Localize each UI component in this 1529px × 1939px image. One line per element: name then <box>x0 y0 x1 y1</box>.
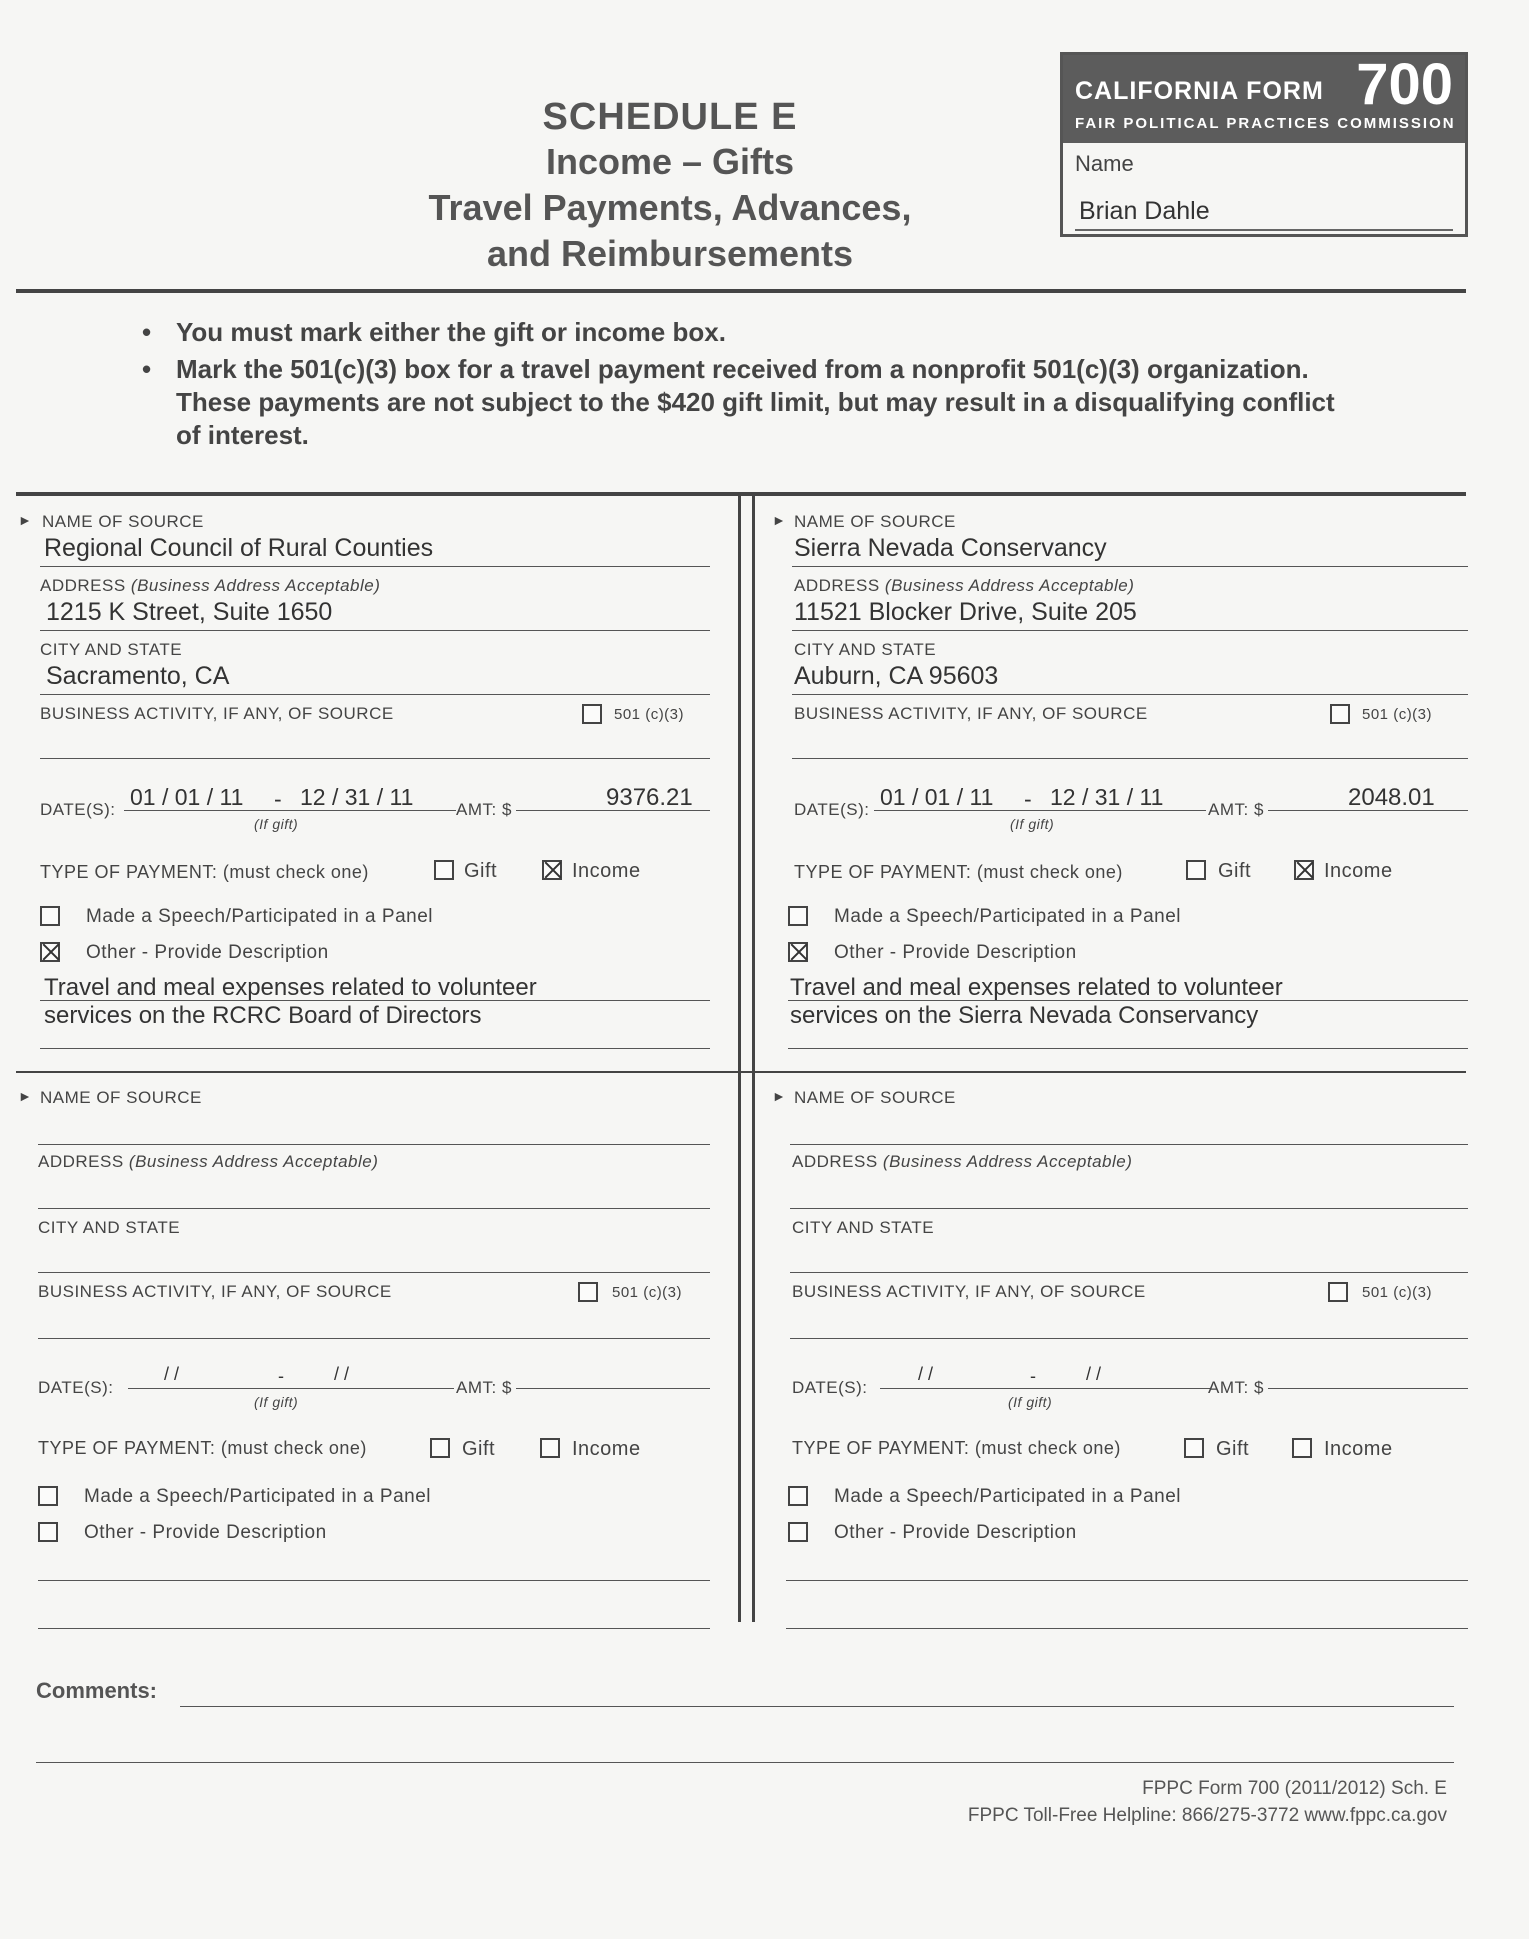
c3-label: 501 (c)(3) <box>1362 1284 1433 1301</box>
pointer-icon: ► <box>18 512 32 528</box>
field-underline <box>38 1580 710 1581</box>
instructions <box>140 316 1360 456</box>
date-from-field[interactable]: / / <box>918 1364 934 1384</box>
address-field[interactable]: 1215 K Street, Suite 1650 <box>46 598 333 626</box>
city-state-field[interactable]: Sacramento, CA <box>46 662 230 690</box>
date-from-field[interactable]: 01 / 01 / 11 <box>880 784 994 810</box>
other-label: Other - Provide Description <box>834 942 1077 963</box>
other-label: Other - Provide Description <box>834 1522 1077 1543</box>
speech-checkbox[interactable] <box>40 906 60 926</box>
income-label: Income <box>1324 1438 1393 1460</box>
date-to-field[interactable]: 12 / 31 / 11 <box>300 784 414 810</box>
helpline-info: FPPC Toll-Free Helpline: 866/275-3772 www.fppc.ca.gov <box>967 1805 1447 1826</box>
payment-type-label: TYPE OF PAYMENT: (must check one) <box>794 862 1123 882</box>
dates-label: DATE(S): <box>792 1378 868 1397</box>
address-field[interactable]: 11521 Blocker Drive, Suite 205 <box>794 598 1137 626</box>
field-underline <box>790 1338 1468 1339</box>
field-underline <box>788 1048 1468 1049</box>
field-underline <box>790 1272 1468 1273</box>
date-to-field[interactable]: / / <box>1086 1364 1102 1384</box>
business-activity-label: BUSINESS ACTIVITY, IF ANY, OF SOURCE <box>792 1282 1146 1301</box>
if-gift-note: (If gift) <box>254 1394 299 1410</box>
income-label: Income <box>572 860 641 882</box>
other-checkbox[interactable] <box>40 942 60 962</box>
commission-name: FAIR POLITICAL PRACTICES COMMISSION <box>1075 115 1456 132</box>
form-footer <box>968 1775 1447 1829</box>
header-divider <box>16 289 1466 293</box>
city-state-label: CITY AND STATE <box>38 1218 181 1237</box>
form-version: FPPC Form 700 (2011/2012) Sch. E <box>1142 1778 1447 1799</box>
gift-checkbox[interactable] <box>1186 860 1206 880</box>
city-state-field[interactable]: Auburn, CA 95603 <box>794 662 999 690</box>
payment-type-label: TYPE OF PAYMENT: (must check one) <box>38 1438 367 1458</box>
field-underline <box>792 566 1468 567</box>
date-underline <box>874 810 1206 811</box>
c3-label: 501 (c)(3) <box>1362 706 1433 723</box>
speech-checkbox[interactable] <box>788 906 808 926</box>
name-of-source-label: NAME OF SOURCE <box>40 1088 202 1107</box>
amount-field[interactable]: 9376.21 <box>606 784 693 811</box>
date-underline <box>128 1388 454 1389</box>
income-checkbox[interactable] <box>1294 860 1314 880</box>
field-underline <box>40 1000 710 1001</box>
comments-label: Comments: <box>36 1678 158 1703</box>
date-to-field[interactable]: 12 / 31 / 11 <box>1050 784 1164 810</box>
gift-checkbox[interactable] <box>434 860 454 880</box>
form-number: 700 <box>1356 52 1453 117</box>
schedule-heading: SCHEDULE E <box>542 96 798 138</box>
date-to-field[interactable]: / / <box>334 1364 350 1384</box>
address-label: ADDRESS (Business Address Acceptable) <box>794 576 1135 595</box>
if-gift-note: (If gift) <box>1010 816 1055 832</box>
address-label: ADDRESS (Business Address Acceptable) <box>38 1152 379 1171</box>
business-activity-label: BUSINESS ACTIVITY, IF ANY, OF SOURCE <box>38 1282 392 1301</box>
speech-label: Made a Speech/Participated in a Panel <box>84 1486 431 1507</box>
name-of-source-label: NAME OF SOURCE <box>794 512 956 531</box>
field-underline <box>792 630 1468 631</box>
c3-checkbox[interactable] <box>582 704 602 724</box>
c3-label: 501 (c)(3) <box>614 706 685 723</box>
amount-label: AMT: $ <box>456 800 512 819</box>
source-name-field[interactable]: Regional Council of Rural Counties <box>44 534 434 562</box>
filer-name-label: Name <box>1075 151 1134 176</box>
source-entry-2: ► NAME OF SOURCE Sierra Nevada Conservancy ADDRESS (Business Address Acceptable) 11521 Blocker Drive, Suite 205 CITY AND STATE Auburn, CA 95603 BUSINESS ACTIVITY, IF ANY, OF SOURCE 501 (c)(3) DATE(S): 01 / 01 / 11 - 12 / 31 / 11 (If gift) AMT: $ 2048.01 TYPE OF PAYMENT: (must check one) Gift Income Made a Speech/Participated in a Panel Other - Provide Description Travel and meal expenses related to volunteer services on the Sierra Nevada Conservancy <box>772 492 1492 1062</box>
city-state-label: CITY AND STATE <box>40 640 183 659</box>
schedule-title <box>350 96 990 275</box>
field-underline <box>40 758 710 759</box>
field-underline <box>788 1000 1468 1001</box>
pointer-icon: ► <box>772 512 786 528</box>
source-entry-1: ► NAME OF SOURCE Regional Council of Rural Counties ADDRESS (Business Address Acceptable) 1215 K Street, Suite 1650 CITY AND STATE Sacramento, CA BUSINESS ACTIVITY, IF ANY, OF SOURCE 501 (c)(3) DATE(S): 01 / 01 / 11 - 12 / 31 / 11 (If gift) AMT: $ 9376.21 TYPE OF PAYMENT: (must check one) Gift Income Made a Speech/Participated in a Panel Other - Provide Description Travel and meal expenses related to volunteer services on the RCRC Board of Directors <box>16 492 736 1062</box>
amount-underline <box>1268 810 1468 811</box>
amount-label: AMT: $ <box>1208 800 1264 819</box>
gift-label: Gift <box>1218 860 1252 882</box>
field-underline <box>40 1048 710 1049</box>
column-divider <box>752 492 755 1622</box>
field-underline <box>792 694 1468 695</box>
income-label: Income <box>572 1438 641 1460</box>
date-underline <box>124 810 456 811</box>
schedule-subtitle-3: and Reimbursements <box>486 233 854 274</box>
amount-underline <box>516 1388 710 1389</box>
c3-checkbox[interactable] <box>1328 1282 1348 1302</box>
if-gift-note: (If gift) <box>254 816 299 832</box>
speech-label: Made a Speech/Participated in a Panel <box>834 1486 1181 1507</box>
field-underline <box>38 1208 710 1209</box>
amount-label: AMT: $ <box>1208 1378 1264 1397</box>
name-of-source-label: NAME OF SOURCE <box>794 1088 956 1107</box>
dates-label: DATE(S): <box>38 1378 114 1397</box>
gift-label: Gift <box>1216 1438 1250 1460</box>
schedule-subtitle-2: Travel Payments, Advances, <box>428 187 912 228</box>
form-id-box <box>1060 52 1468 237</box>
address-label: ADDRESS (Business Address Acceptable) <box>40 576 381 595</box>
c3-checkbox[interactable] <box>578 1282 598 1302</box>
field-underline <box>38 1628 710 1629</box>
income-label: Income <box>1324 860 1393 882</box>
field-underline <box>38 1338 710 1339</box>
other-checkbox[interactable] <box>788 1522 808 1542</box>
date-underline <box>880 1388 1210 1389</box>
c3-label: 501 (c)(3) <box>612 1284 683 1301</box>
other-checkbox[interactable] <box>788 942 808 962</box>
filer-name-field[interactable]: Brian Dahle <box>1079 197 1210 225</box>
description-line-2[interactable]: services on the RCRC Board of Directors <box>44 1002 482 1029</box>
dates-label: DATE(S): <box>40 800 116 819</box>
if-gift-note: (If gift) <box>1008 1394 1053 1410</box>
other-label: Other - Provide Description <box>84 1522 327 1543</box>
field-underline <box>38 1144 710 1145</box>
instruction-item: • You must mark either the gift or income box. <box>140 316 1360 349</box>
source-entry-4: ► NAME OF SOURCE ADDRESS (Business Address Acceptable) CITY AND STATE BUSINESS ACTIVITY, IF ANY, OF SOURCE 501 (c)(3) DATE(S): / / - / / (If gift) AMT: $ TYPE OF PAYMENT: (must check one) Gift Income Made a Speech/Participated in a Panel Other - Provide Description <box>772 1072 1492 1642</box>
speech-checkbox[interactable] <box>38 1486 58 1506</box>
description-line-1[interactable]: Travel and meal expenses related to volunteer <box>44 974 537 1001</box>
other-checkbox[interactable] <box>38 1522 58 1542</box>
business-activity-label: BUSINESS ACTIVITY, IF ANY, OF SOURCE <box>40 704 394 723</box>
payment-type-label: TYPE OF PAYMENT: (must check one) <box>40 862 369 882</box>
date-from-field[interactable]: 01 / 01 / 11 <box>130 784 244 810</box>
field-underline <box>786 1628 1468 1629</box>
amount-underline <box>1268 1388 1468 1389</box>
city-state-label: CITY AND STATE <box>792 1218 935 1237</box>
gift-label: Gift <box>462 1438 496 1460</box>
instruction-item: • Mark the 501(c)(3) box for a travel payment received from a nonprofit 501(c)(3) organization. These payments are not subject to the $420 gift limit, but may result in a disqualifying conflict of interest. <box>140 353 1360 452</box>
source-entry-3: ► NAME OF SOURCE ADDRESS (Business Address Acceptable) CITY AND STATE BUSINESS ACTIVITY, IF ANY, OF SOURCE 501 (c)(3) DATE(S): / / - / / (If gift) AMT: $ TYPE OF PAYMENT: (must check one) Gift Income Made a Speech/Participated in a Panel Other - Provide Description <box>16 1072 736 1642</box>
schedule-subtitle-1: Income – Gifts <box>545 141 795 182</box>
amount-underline <box>516 810 710 811</box>
form-title: CALIFORNIA FORM <box>1075 77 1324 105</box>
form-id-header <box>1063 52 1465 143</box>
field-underline <box>40 566 710 567</box>
other-label: Other - Provide Description <box>86 942 329 963</box>
speech-label: Made a Speech/Participated in a Panel <box>834 906 1181 927</box>
speech-checkbox[interactable] <box>788 1486 808 1506</box>
income-checkbox[interactable] <box>542 860 562 880</box>
city-state-label: CITY AND STATE <box>794 640 937 659</box>
source-name-field[interactable]: Sierra Nevada Conservancy <box>794 534 1107 562</box>
name-underline <box>1075 229 1453 231</box>
field-underline <box>790 1208 1468 1209</box>
pointer-icon: ► <box>772 1088 786 1104</box>
amount-label: AMT: $ <box>456 1378 512 1397</box>
gift-checkbox[interactable] <box>1184 1438 1204 1458</box>
comments-field[interactable] <box>180 1706 1454 1707</box>
field-underline <box>40 694 710 695</box>
date-from-field[interactable]: / / <box>164 1364 180 1384</box>
field-underline <box>40 630 710 631</box>
gift-label: Gift <box>464 860 498 882</box>
payment-type-label: TYPE OF PAYMENT: (must check one) <box>792 1438 1121 1458</box>
dates-label: DATE(S): <box>794 800 870 819</box>
field-underline <box>790 1144 1468 1145</box>
description-line-2[interactable]: services on the Sierra Nevada Conservancy <box>790 1002 1259 1029</box>
income-checkbox[interactable] <box>540 1438 560 1458</box>
address-label: ADDRESS (Business Address Acceptable) <box>792 1152 1133 1171</box>
field-underline <box>792 758 1468 759</box>
gift-checkbox[interactable] <box>430 1438 450 1458</box>
field-underline <box>38 1272 710 1273</box>
business-activity-label: BUSINESS ACTIVITY, IF ANY, OF SOURCE <box>794 704 1148 723</box>
comments-field-line-2[interactable] <box>36 1762 1454 1763</box>
column-divider <box>738 492 741 1622</box>
name-of-source-label: NAME OF SOURCE <box>42 512 204 531</box>
income-checkbox[interactable] <box>1292 1438 1312 1458</box>
speech-label: Made a Speech/Participated in a Panel <box>86 906 433 927</box>
description-line-1[interactable]: Travel and meal expenses related to volunteer <box>790 974 1283 1001</box>
c3-checkbox[interactable] <box>1330 704 1350 724</box>
pointer-icon: ► <box>18 1088 32 1104</box>
field-underline <box>786 1580 1468 1581</box>
amount-field[interactable]: 2048.01 <box>1348 784 1435 811</box>
